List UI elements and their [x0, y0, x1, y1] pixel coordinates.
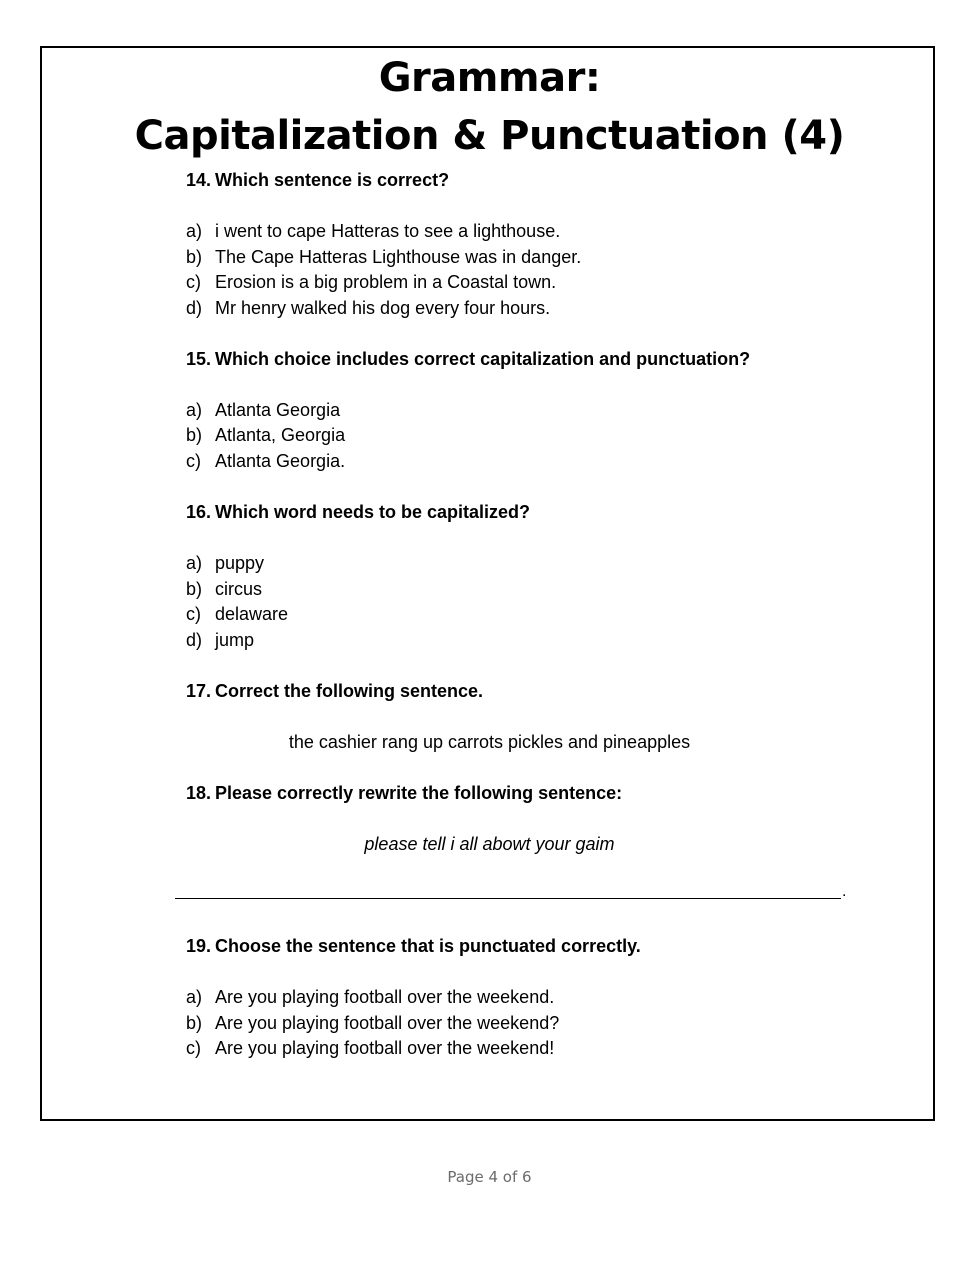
- option-letter: c): [186, 272, 201, 292]
- option-letter: a): [186, 987, 203, 1007]
- option-text: Are you playing football over the weekend.: [215, 987, 555, 1007]
- question-16-option-d[interactable]: [186, 628, 254, 652]
- question-18-sentence: please tell i all abowt your gaim: [364, 834, 615, 854]
- option-text: jump: [215, 630, 255, 650]
- question-number: 18.: [186, 783, 212, 803]
- question-text: Choose the sentence that is punctuated correctly.: [215, 936, 641, 956]
- question-16: [186, 500, 530, 524]
- question-16-option-c[interactable]: [186, 602, 288, 626]
- question-15-option-a[interactable]: [186, 398, 340, 422]
- option-text: Atlanta Georgia.: [215, 451, 346, 471]
- question-text: Please correctly rewrite the following sentence:: [215, 783, 623, 803]
- question-14-option-c[interactable]: [186, 270, 556, 294]
- option-text: circus: [215, 579, 263, 599]
- question-19-option-b[interactable]: [186, 1011, 559, 1035]
- question-14: [186, 168, 449, 192]
- question-16-option-a[interactable]: [186, 551, 264, 575]
- question-17-sentence: the cashier rang up carrots pickles and pineapples: [288, 732, 691, 752]
- option-letter: b): [186, 579, 203, 599]
- question-15: [186, 347, 750, 371]
- option-letter: d): [186, 630, 203, 650]
- question-16-option-b[interactable]: [186, 577, 262, 601]
- question-15-option-b[interactable]: [186, 423, 345, 447]
- question-number: 16.: [186, 502, 212, 522]
- option-letter: c): [186, 604, 201, 624]
- page-title: Grammar:: [378, 55, 601, 101]
- option-text: delaware: [215, 604, 289, 624]
- question-17: [186, 679, 483, 703]
- question-number: 19.: [186, 936, 212, 956]
- answer-line[interactable]: [175, 883, 847, 900]
- question-text: Which sentence is correct?: [215, 170, 450, 190]
- question-18: [186, 781, 622, 805]
- question-14-option-b[interactable]: [186, 245, 581, 269]
- option-letter: a): [186, 221, 203, 241]
- answer-underline: [175, 898, 841, 899]
- question-19-option-c[interactable]: [186, 1036, 554, 1060]
- option-text: Are you playing football over the weekend!: [215, 1038, 555, 1058]
- option-text: The Cape Hatteras Lighthouse was in danger.: [215, 247, 582, 267]
- page-number: Page 4 of 6: [447, 1168, 532, 1186]
- option-text: Mr henry walked his dog every four hours.: [215, 298, 551, 318]
- question-text: Which word needs to be capitalized?: [215, 502, 531, 522]
- question-text: Which choice includes correct capitalization and punctuation?: [215, 349, 751, 369]
- option-text: puppy: [215, 553, 265, 573]
- option-letter: b): [186, 425, 203, 445]
- question-text: Correct the following sentence.: [215, 681, 484, 701]
- answer-line-period: .: [842, 883, 847, 900]
- question-14-option-a[interactable]: [186, 219, 560, 243]
- question-15-option-c[interactable]: [186, 449, 345, 473]
- question-number: 17.: [186, 681, 212, 701]
- question-19-option-a[interactable]: [186, 985, 554, 1009]
- option-text: Atlanta Georgia: [215, 400, 341, 420]
- option-text: Erosion is a big problem in a Coastal town.: [215, 272, 557, 292]
- option-letter: c): [186, 451, 201, 471]
- option-text: i went to cape Hatteras to see a lighthouse.: [215, 221, 561, 241]
- question-number: 14.: [186, 170, 212, 190]
- question-19: [186, 934, 641, 958]
- option-letter: c): [186, 1038, 201, 1058]
- option-letter: a): [186, 553, 203, 573]
- question-14-option-d[interactable]: [186, 296, 550, 320]
- option-letter: d): [186, 298, 203, 318]
- option-text: Atlanta, Georgia: [215, 425, 346, 445]
- option-letter: b): [186, 1013, 203, 1033]
- option-letter: a): [186, 400, 203, 420]
- option-letter: b): [186, 247, 203, 267]
- worksheet-border: [40, 46, 935, 1121]
- question-number: 15.: [186, 349, 212, 369]
- page-subtitle: Capitalization & Punctuation (4): [134, 113, 845, 159]
- option-text: Are you playing football over the weekend?: [215, 1013, 560, 1033]
